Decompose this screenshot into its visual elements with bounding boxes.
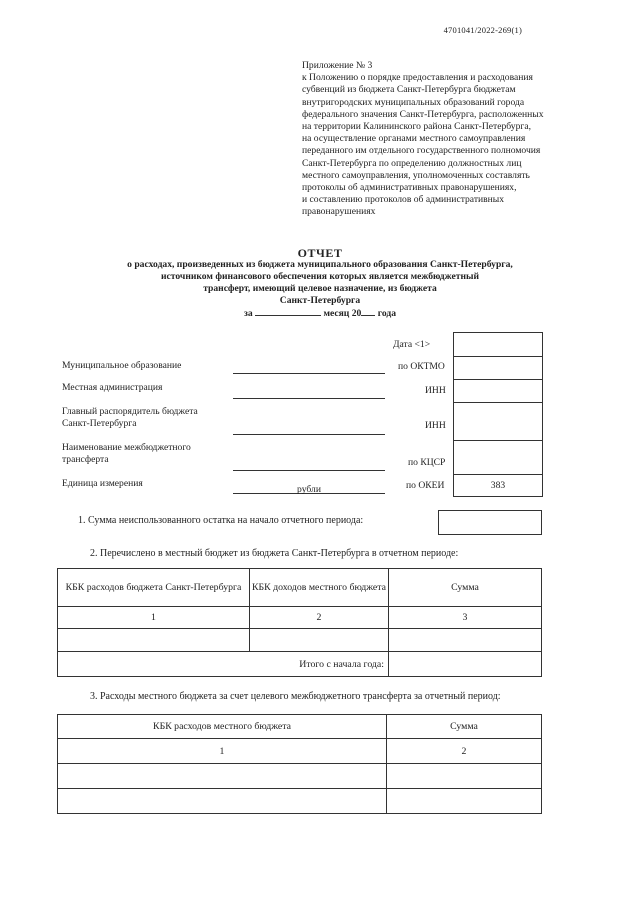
period-middle: месяц 20 xyxy=(323,308,362,319)
report-subtitle-1: о расходах, произведенных из бюджета муниципального образования Санкт-Петербурга, xyxy=(127,259,513,270)
kcsr-label: по КЦСР xyxy=(408,457,446,468)
appendix-line: федерального значения Санкт-Петербурга, расположенных xyxy=(302,108,544,120)
report-period xyxy=(0,306,640,319)
appendix-line: и составлению протоколов об административных xyxy=(302,194,505,206)
period-month-blank[interactable] xyxy=(255,306,321,316)
date-label: Дата <1> xyxy=(393,339,431,350)
s2-header-sum: Сумма xyxy=(389,569,542,607)
report-subtitle-2: источником финансового обеспечения которых является межбюджетный xyxy=(161,271,479,282)
s3-header-kbk: КБК расходов местного бюджета xyxy=(58,715,387,739)
appendix-line: Санкт-Петербурга по определению должностных лиц xyxy=(302,157,522,169)
appendix-line: на территории Калининского района Санкт-Петербурга, xyxy=(302,121,531,133)
gr-label-2: Санкт-Петербурга xyxy=(62,418,137,429)
s2-total-cell[interactable] xyxy=(389,652,542,677)
section1-title: 1. Сумма неиспользованного остатка на начало отчетного периода: xyxy=(78,515,364,526)
okei-label: по ОКЕИ xyxy=(406,480,445,491)
s3-num-2: 2 xyxy=(387,739,542,764)
appendix-line: к Положению о порядке предоставления и расходования xyxy=(302,72,533,84)
s2-num-3: 3 xyxy=(389,607,542,629)
appendix-line: правонарушениях xyxy=(302,206,376,218)
okei-value: 383 xyxy=(490,480,506,491)
appendix-block xyxy=(302,60,602,219)
inn-label-1: ИНН xyxy=(425,385,446,396)
unit-value: рубли xyxy=(297,484,321,495)
municipality-label: Муниципальное образование xyxy=(62,360,182,371)
remainder-box[interactable] xyxy=(438,510,542,535)
section3-table xyxy=(57,714,542,814)
codes-divider xyxy=(453,474,543,475)
s2-num-2: 2 xyxy=(250,607,389,629)
unit-label: Единица измерения xyxy=(62,478,143,489)
report-subtitle-3: трансферт, имеющий целевое назначение, из бюджета xyxy=(203,283,437,294)
report-subtitle-4: Санкт-Петербурга xyxy=(279,295,361,306)
report-title: ОТЧЕТ xyxy=(297,246,343,260)
appendix-line: на осуществление органами местного самоуправления xyxy=(302,133,526,145)
appendix-line: переданного им отдельного государственного полномочия xyxy=(302,145,541,157)
s2-header-kbk-local: КБК доходов местного бюджета xyxy=(250,569,389,607)
s2-cell[interactable] xyxy=(389,629,542,652)
period-suffix: года xyxy=(377,308,397,319)
appendix-line: внутригородских муниципальных образований города xyxy=(302,96,525,108)
s3-cell[interactable] xyxy=(387,764,542,789)
transfer-label-1: Наименование межбюджетного xyxy=(62,442,191,453)
s2-cell[interactable] xyxy=(250,629,389,652)
document-number: 4701041/2022-269(1) xyxy=(443,25,522,35)
admin-field[interactable] xyxy=(233,398,385,399)
codes-divider xyxy=(453,402,543,403)
transfer-field[interactable] xyxy=(233,470,385,471)
appendix-line: Приложение № 3 xyxy=(302,60,373,71)
s2-num-1: 1 xyxy=(58,607,250,629)
s3-cell[interactable] xyxy=(387,789,542,814)
section2-table xyxy=(57,568,542,677)
s2-header-kbk-spb: КБК расходов бюджета Санкт-Петербурга xyxy=(58,569,250,607)
unit-field[interactable] xyxy=(233,479,385,494)
municipality-field[interactable] xyxy=(233,373,385,374)
admin-label: Местная администрация xyxy=(62,382,163,393)
period-prefix: за xyxy=(243,308,253,319)
gr-field[interactable] xyxy=(233,434,385,435)
codes-divider xyxy=(453,440,543,441)
appendix-line: местного самоуправления, уполномоченных составлять xyxy=(302,169,530,181)
transfer-label-2: трансферта xyxy=(62,454,109,465)
inn-label-2: ИНН xyxy=(425,420,446,431)
period-year-blank[interactable] xyxy=(361,306,375,316)
section3-title: 3. Расходы местного бюджета за счет целевого межбюджетного трансферта за отчетный период: xyxy=(90,691,501,702)
appendix-line: субвенций из бюджета Санкт-Петербурга бюджетам xyxy=(302,84,516,96)
appendix-line: протоколы об административных правонарушениях, xyxy=(302,182,517,194)
s3-cell[interactable] xyxy=(58,764,387,789)
s3-num-1: 1 xyxy=(58,739,387,764)
codes-divider xyxy=(453,356,543,357)
s3-cell[interactable] xyxy=(58,789,387,814)
codes-divider xyxy=(453,379,543,380)
s2-cell[interactable] xyxy=(58,629,250,652)
s3-header-sum: Сумма xyxy=(387,715,542,739)
gr-label-1: Главный распорядитель бюджета xyxy=(62,406,198,417)
section2-title: 2. Перечислено в местный бюджет из бюджета Санкт-Петербурга в отчетном периоде: xyxy=(90,548,459,559)
s2-total-label: Итого с начала года: xyxy=(58,652,389,677)
oktmo-label: по ОКТМО xyxy=(398,361,445,372)
